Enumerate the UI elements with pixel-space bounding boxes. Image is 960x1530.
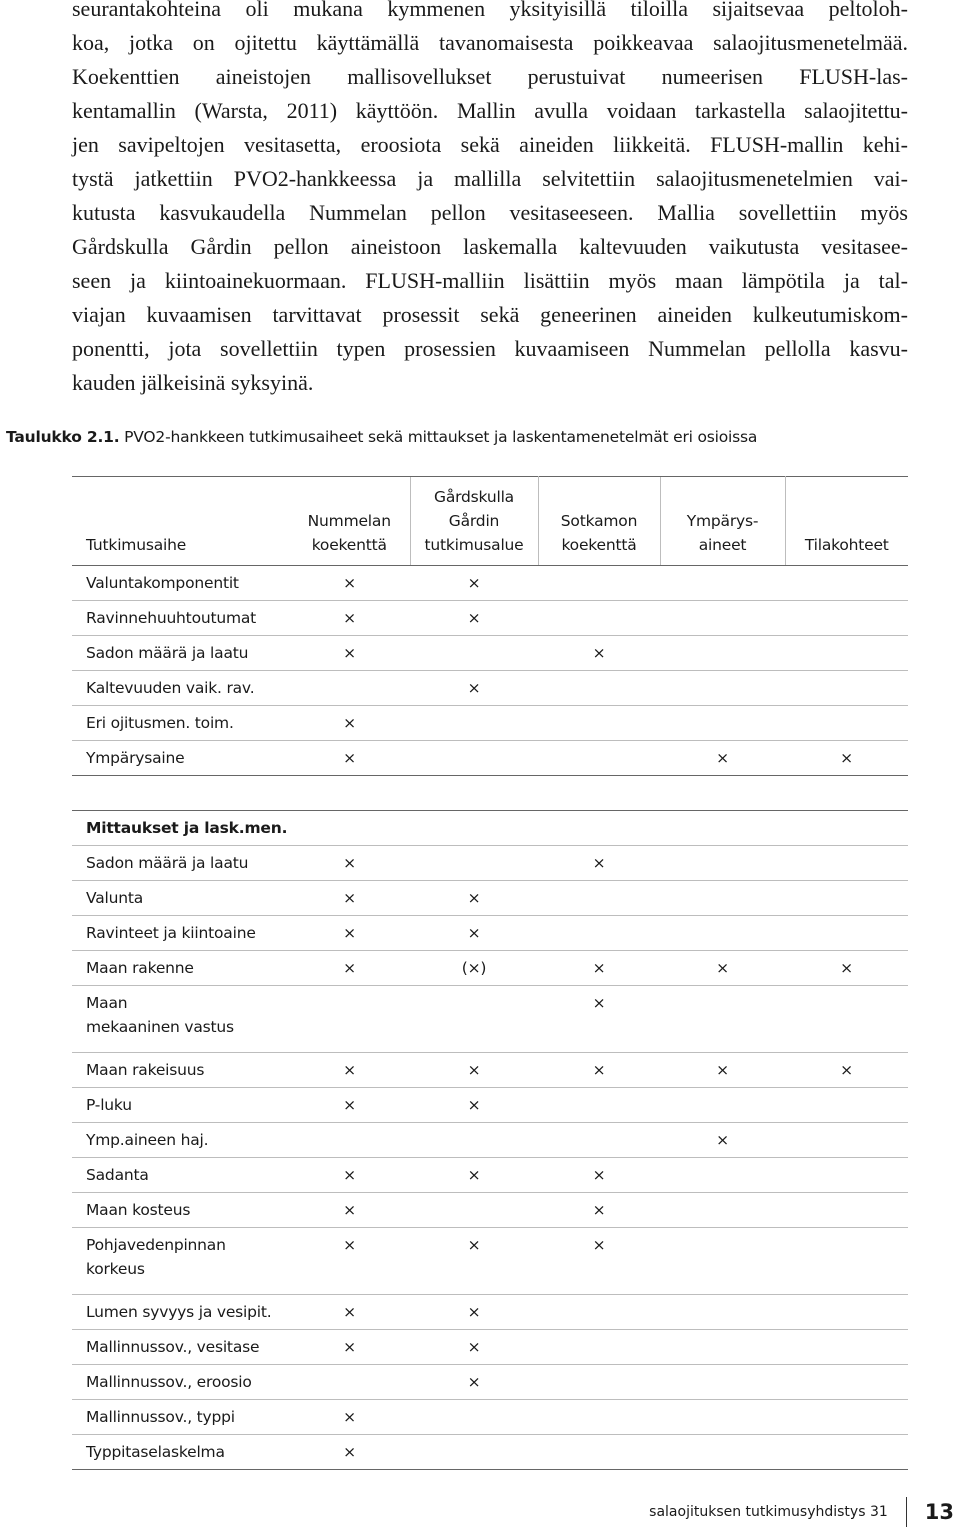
row-label — [72, 1193, 289, 1228]
table-header-row — [72, 477, 908, 566]
cross-mark-cell — [785, 1088, 908, 1123]
cross-mark-cell: × — [538, 1228, 660, 1295]
cross-mark-cell — [410, 741, 538, 776]
body-line: koa, jotka on ojitettu käyttämällä tavanomaisesta poikkeavaa salaojitusmenetelmää. — [72, 30, 908, 55]
cross-mark-cell — [538, 1123, 660, 1158]
row-label-line: Sadanta — [86, 1166, 149, 1184]
cross-mark-cell: × — [660, 1053, 785, 1088]
cross-mark-cell: × — [410, 1228, 538, 1295]
body-line: Koekenttien aineistojen mallisovellukset perustuivat numeerisen FLUSH-las- — [72, 64, 908, 89]
cross-mark-cell — [660, 1435, 785, 1470]
cross-mark-cell: × — [410, 1053, 538, 1088]
footer-publisher: salaojituksen tutkimusyhdistys 31 — [649, 1504, 888, 1520]
table-row — [72, 881, 908, 916]
row-label-line: Valuntakomponentit — [86, 574, 239, 592]
cross-mark-cell: × — [289, 636, 410, 671]
column-header — [785, 477, 908, 566]
cross-mark-cell — [660, 1193, 785, 1228]
section-spacer — [72, 776, 908, 811]
cross-mark-cell — [660, 916, 785, 951]
cross-mark-cell: × — [538, 986, 660, 1053]
cross-mark-cell — [538, 1400, 660, 1435]
body-line: tystä jatkettiin PVO2-hankkeessa ja mallilla selvitettiin salaojitusmenetelmien vai- — [72, 166, 908, 191]
cross-mark-cell — [289, 986, 410, 1053]
cross-mark-cell — [660, 1088, 785, 1123]
research-topics-table — [72, 476, 908, 1470]
cross-mark-cell — [538, 1330, 660, 1365]
body-line: seen ja kiintoainekuormaan. FLUSH-malliin lisättiin myös maan lämpötila ja tal- — [72, 268, 908, 293]
cross-mark-cell: × — [538, 1158, 660, 1193]
page-footer — [649, 1494, 954, 1530]
cross-mark-cell: × — [410, 916, 538, 951]
row-label — [72, 1158, 289, 1193]
row-label-line: Eri ojitusmen. toim. — [86, 714, 234, 732]
cross-mark-cell: × — [660, 951, 785, 986]
table-row — [72, 741, 908, 776]
table-row — [72, 1053, 908, 1088]
cross-mark-cell: × — [289, 706, 410, 741]
body-line: kutusta kasvukaudella Nummelan pellon vesitaseeseen. Mallia sovellettiin myös — [72, 200, 908, 225]
body-line: viajan kuvaamisen tarvittavat prosessit sekä geneerinen aineiden kulkeutumiskom- — [72, 302, 908, 327]
row-label-line: Pohjavedenpinnan — [86, 1236, 226, 1254]
cross-mark-cell — [785, 1330, 908, 1365]
table-row — [72, 671, 908, 706]
cross-mark-cell: × — [538, 951, 660, 986]
table-row — [72, 706, 908, 741]
cross-mark-cell — [785, 881, 908, 916]
cross-mark-cell — [785, 1435, 908, 1470]
column-header-line: Tutkimusaihe — [86, 536, 187, 554]
cross-mark-cell: × — [289, 916, 410, 951]
row-label-line: P-luku — [86, 1096, 132, 1114]
table-row — [72, 986, 908, 1053]
row-label — [72, 1228, 289, 1295]
cross-mark-cell — [538, 1435, 660, 1470]
row-label-line: Maan rakeisuus — [86, 1061, 205, 1079]
row-label — [72, 1053, 289, 1088]
page-number: 13 — [924, 1500, 954, 1524]
column-header — [538, 477, 660, 566]
cross-mark-cell — [785, 636, 908, 671]
row-label-line: Mallinnussov., typpi — [86, 1408, 235, 1426]
row-label — [72, 1295, 289, 1330]
column-header — [660, 477, 785, 566]
footer-divider — [906, 1497, 907, 1527]
table-row — [72, 1228, 908, 1295]
cross-mark-cell: × — [538, 846, 660, 881]
row-label — [72, 1330, 289, 1365]
row-label — [72, 881, 289, 916]
cross-mark-cell — [785, 1228, 908, 1295]
row-label-line: Sadon määrä ja laatu — [86, 644, 249, 662]
cross-mark-cell: × — [289, 1193, 410, 1228]
row-label — [72, 1400, 289, 1435]
column-header — [72, 477, 289, 566]
cross-mark-cell — [785, 1193, 908, 1228]
column-header-line: Tilakohteet — [804, 536, 889, 554]
cross-mark-cell: × — [410, 881, 538, 916]
column-header-line: Gårdskulla — [434, 488, 514, 506]
cross-mark-cell — [785, 916, 908, 951]
cross-mark-cell — [785, 1400, 908, 1435]
cross-mark-cell: × — [289, 566, 410, 601]
cross-mark-cell — [660, 671, 785, 706]
row-label — [72, 636, 289, 671]
table-row — [72, 1193, 908, 1228]
row-label-line: Ravinteet ja kiintoaine — [86, 924, 256, 942]
row-label-line: Ymp.aineen haj. — [86, 1131, 209, 1149]
row-label — [72, 951, 289, 986]
row-label-line: Maan rakenne — [86, 959, 194, 977]
cross-mark-cell — [538, 566, 660, 601]
row-label-line: Maan kosteus — [86, 1201, 191, 1219]
cross-mark-cell — [785, 1365, 908, 1400]
cross-mark-cell: × — [785, 951, 908, 986]
row-label-line: mekaaninen vastus — [86, 1018, 234, 1036]
row-label-line: Lumen syvyys ja vesipit. — [86, 1303, 272, 1321]
row-label-line: Mallinnussov., vesitase — [86, 1338, 260, 1356]
cross-mark-cell: × — [410, 1330, 538, 1365]
table-row — [72, 1295, 908, 1330]
row-label — [72, 706, 289, 741]
table-row — [72, 1158, 908, 1193]
cross-mark-cell: × — [289, 951, 410, 986]
cross-mark-cell: × — [410, 1365, 538, 1400]
cross-mark-cell — [538, 706, 660, 741]
cross-mark-cell: × — [410, 1295, 538, 1330]
table-row — [72, 566, 908, 601]
column-header-line: Sotkamon — [560, 512, 638, 530]
cross-mark-cell: × — [410, 1088, 538, 1123]
table-caption — [6, 428, 757, 446]
cross-mark-cell: × — [410, 566, 538, 601]
cross-mark-cell — [538, 671, 660, 706]
cross-mark-cell: × — [289, 741, 410, 776]
cross-mark-cell: × — [289, 601, 410, 636]
column-header-line: koekenttä — [311, 536, 387, 554]
cross-mark-cell — [410, 706, 538, 741]
section-heading: Mittaukset ja lask.men. — [72, 811, 908, 846]
table-row — [72, 951, 908, 986]
cross-mark-cell — [785, 1123, 908, 1158]
table-caption-label: Taulukko 2.1. — [6, 428, 120, 446]
row-label-line: Sadon määrä ja laatu — [86, 854, 249, 872]
cross-mark-cell: × — [289, 1228, 410, 1295]
cross-mark-cell — [538, 601, 660, 636]
cross-mark-cell — [538, 1365, 660, 1400]
cross-mark-cell: × — [410, 1158, 538, 1193]
cross-mark-cell — [660, 566, 785, 601]
cross-mark-cell: × — [289, 846, 410, 881]
cross-mark-cell — [289, 1123, 410, 1158]
body-line: seurantakohteina oli mukana kymmenen yksityisillä tiloilla sijaitsevaa peltoloh- — [72, 0, 908, 21]
cross-mark-cell — [410, 636, 538, 671]
cross-mark-cell: × — [289, 1435, 410, 1470]
row-label-line: Kaltevuuden vaik. rav. — [86, 679, 255, 697]
cross-mark-cell: × — [289, 1400, 410, 1435]
row-label-line: Ympärysaine — [86, 749, 185, 767]
cross-mark-cell: × — [538, 636, 660, 671]
cross-mark-cell — [660, 636, 785, 671]
column-header — [289, 477, 410, 566]
column-header-line: Ympärys- — [686, 512, 759, 530]
cross-mark-cell — [538, 741, 660, 776]
row-label — [72, 1365, 289, 1400]
cross-mark-cell: × — [410, 671, 538, 706]
column-header-line: Gårdin — [448, 512, 500, 530]
cross-mark-cell — [538, 1295, 660, 1330]
row-label-line: korkeus — [86, 1260, 145, 1278]
cross-mark-cell: (×) — [410, 951, 538, 986]
cross-mark-cell: × — [289, 1158, 410, 1193]
table-caption-text: PVO2-hankkeen tutkimusaiheet sekä mittaukset ja laskentamenetelmät eri osioissa — [119, 428, 758, 446]
table-row — [72, 1435, 908, 1470]
cross-mark-cell — [289, 1365, 410, 1400]
cross-mark-cell: × — [660, 741, 785, 776]
cross-mark-cell — [660, 706, 785, 741]
table-row — [72, 1365, 908, 1400]
cross-mark-cell: × — [289, 1053, 410, 1088]
row-label — [72, 986, 289, 1053]
table-row — [72, 601, 908, 636]
body-line: Gårdskulla Gårdin pellon aineistoon laskemalla kaltevuuden vaikutusta vesitasee- — [72, 234, 908, 259]
row-label-line: Valunta — [86, 889, 144, 907]
cross-mark-cell — [785, 566, 908, 601]
cross-mark-cell — [785, 1295, 908, 1330]
cross-mark-cell — [785, 1158, 908, 1193]
cross-mark-cell — [785, 671, 908, 706]
table-row — [72, 1330, 908, 1365]
row-label — [72, 671, 289, 706]
cross-mark-cell — [410, 1123, 538, 1158]
body-line: ponentti, jota sovellettiin typen prosessien kuvaamiseen Nummelan pellolla kasvu- — [72, 336, 908, 361]
row-label-line: Ravinnehuuhtoutumat — [86, 609, 257, 627]
body-line: kentamallin (Warsta, 2011) käyttöön. Mallin avulla voidaan tarkastella salaojitettu- — [72, 98, 908, 123]
cross-mark-cell — [785, 706, 908, 741]
column-header-line: tutkimusalue — [424, 536, 524, 554]
cross-mark-cell — [785, 846, 908, 881]
cross-mark-cell — [289, 671, 410, 706]
column-header-line: koekenttä — [561, 536, 637, 554]
cross-mark-cell — [660, 1228, 785, 1295]
row-label — [72, 741, 289, 776]
cross-mark-cell — [660, 1158, 785, 1193]
cross-mark-cell: × — [538, 1053, 660, 1088]
body-line: jen savipeltojen vesitasetta, eroosiota sekä aineiden liikkeitä. FLUSH-mallin kehi- — [72, 132, 908, 157]
cross-mark-cell — [410, 1400, 538, 1435]
table-row — [72, 846, 908, 881]
cross-mark-cell — [785, 986, 908, 1053]
cross-mark-cell — [538, 1088, 660, 1123]
cross-mark-cell — [660, 1330, 785, 1365]
cross-mark-cell — [538, 881, 660, 916]
table-row — [72, 1400, 908, 1435]
table-row — [72, 636, 908, 671]
row-label — [72, 601, 289, 636]
cross-mark-cell: × — [538, 1193, 660, 1228]
column-header — [410, 477, 538, 566]
cross-mark-cell: × — [289, 881, 410, 916]
cross-mark-cell — [660, 601, 785, 636]
table-row — [72, 1088, 908, 1123]
cross-mark-cell — [660, 1365, 785, 1400]
row-label — [72, 1435, 289, 1470]
row-label — [72, 916, 289, 951]
cross-mark-cell — [660, 1295, 785, 1330]
cross-mark-cell: × — [410, 601, 538, 636]
cross-mark-cell — [410, 986, 538, 1053]
cross-mark-cell: × — [289, 1295, 410, 1330]
row-label-line: Maan — [86, 994, 128, 1012]
section-heading-row — [72, 811, 908, 846]
cross-mark-cell — [410, 1435, 538, 1470]
body-paragraph — [72, 0, 908, 400]
cross-mark-cell — [538, 916, 660, 951]
cross-mark-cell: × — [785, 1053, 908, 1088]
column-header-line: Nummelan — [307, 512, 391, 530]
cross-mark-cell — [660, 881, 785, 916]
cross-mark-cell: × — [785, 741, 908, 776]
cross-mark-cell — [410, 1193, 538, 1228]
row-label — [72, 566, 289, 601]
cross-mark-cell: × — [289, 1330, 410, 1365]
cross-mark-cell — [660, 1400, 785, 1435]
cross-mark-cell — [410, 846, 538, 881]
row-label — [72, 1123, 289, 1158]
row-label — [72, 846, 289, 881]
cross-mark-cell — [660, 986, 785, 1053]
cross-mark-cell: × — [660, 1123, 785, 1158]
cross-mark-cell — [785, 601, 908, 636]
row-label — [72, 1088, 289, 1123]
row-label-line: Typpitaselaskelma — [86, 1443, 225, 1461]
cross-mark-cell — [660, 846, 785, 881]
body-line: kauden jälkeisinä syksyinä. — [72, 370, 314, 395]
row-label-line: Mallinnussov., eroosio — [86, 1373, 252, 1391]
column-header-line: aineet — [698, 536, 747, 554]
table-row — [72, 916, 908, 951]
table-row — [72, 1123, 908, 1158]
cross-mark-cell: × — [289, 1088, 410, 1123]
